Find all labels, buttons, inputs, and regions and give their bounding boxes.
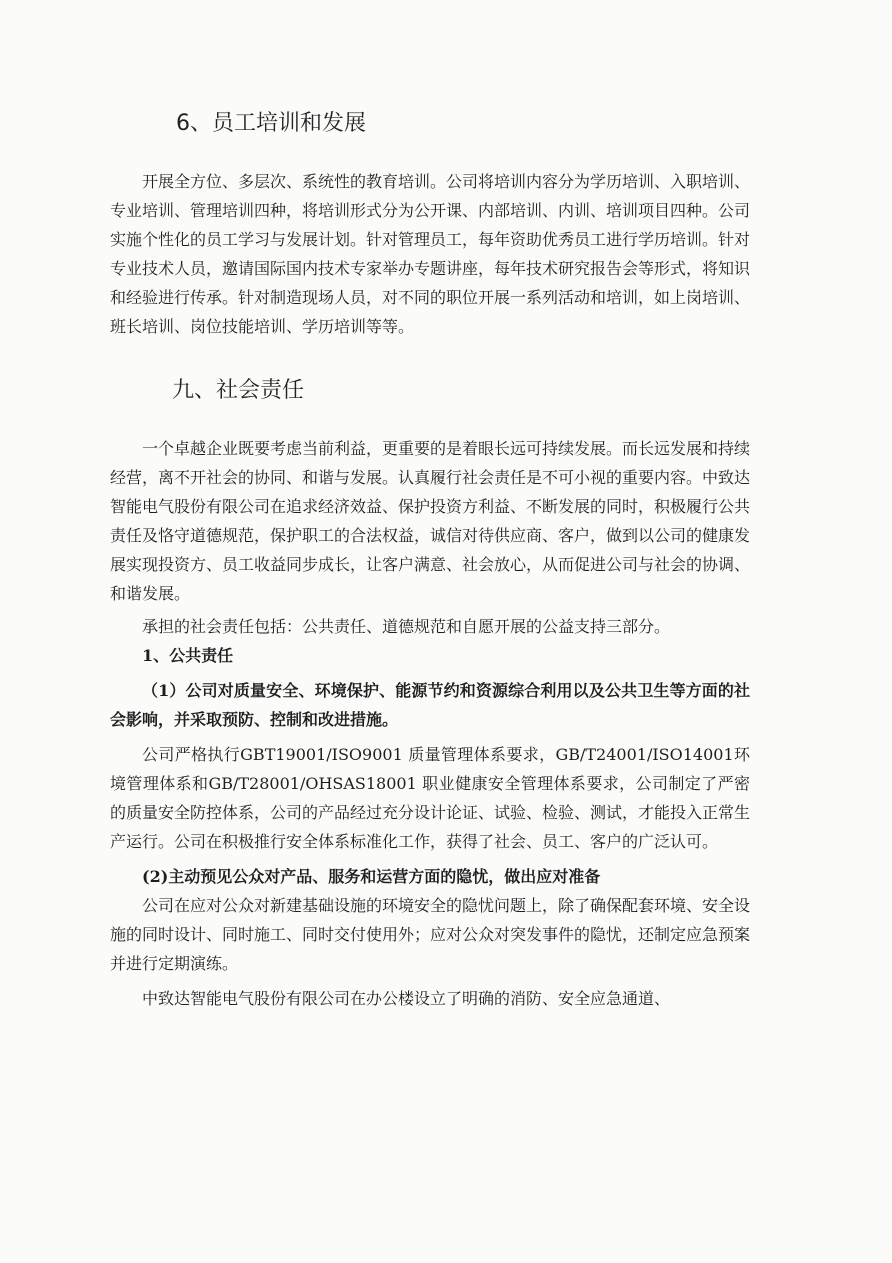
subheading-quality-safety: （1）公司对质量安全、环境保护、能源节约和资源综合利用以及公共卫生等方面的社会影响，并采取预防、控制和改进措施。: [110, 681, 750, 729]
paragraph-office-safety: 中致达智能电气股份有限公司在办公楼设立了明确的消防、安全应急通道、: [142, 989, 671, 1008]
section-heading-employee-training: 6、员工培训和发展: [176, 111, 366, 136]
paragraph-social-intro: 一个卓越企业既要考虑当前利益，更重要的是着眼长远可持续发展。而长远发展和持续经营，离不开社会的协同、和谐与发展。认真履行社会责任是不可小视的重要内容。中致达智能电气股份有限公司在追求经济效益、保护投资方利益、不断发展的同时，积极履行公共责任及恪守道德规范，保护职工的合法权益，诚信对待供应商、客户，做到以公司的健康发展实现投资方、员工收益同步成长，让客户满意、社会放心，从而促进公司与社会的协调、和谐发展。: [110, 439, 751, 603]
subheading-public-concerns: (2)主动预见公众对产品、服务和运营方面的隐忧，做出应对准备: [142, 867, 601, 886]
page-content: [110, 106, 750, 1013]
paragraph-management-systems: 公司严格执行GBT19001/ISO9001 质量管理体系要求，GB/T24001/ISO14001环境管理体系和GB/T28001/OHSAS18001 职业健康安全管理体系要求，公司制定了严密的质量安全防控体系，公司的产品经过充分设计论证、试验、检验、测试，才能投入正常生产运行。公司在积极推行安全体系标准化工作，获得了社会、员工、客户的广泛认可。: [110, 745, 751, 851]
subheading-public-responsibility: 1、公共责任: [142, 646, 234, 665]
paragraph-employee-training: 开展全方位、多层次、系统性的教育培训。公司将培训内容分为学历培训、入职培训、专业培训、管理培训四种，将培训形式分为公开课、内部培训、内训、培训项目四种。公司实施个性化的员工学习与发展计划。针对管理员工，每年资助优秀员工进行学历培训。针对专业技术人员，邀请国际国内技术专家举办专题讲座，每年技术研究报告会等形式，将知识和经验进行传承。针对制造现场人员，对不同的职位开展一系列活动和培训，如上岗培训、班长培训、岗位技能培训、学历培训等等。: [110, 172, 751, 336]
paragraph-responsibility-scope: 承担的社会责任包括：公共责任、道德规范和自愿开展的公益支持三部分。: [142, 617, 671, 636]
section-heading-social-responsibility: 九、社会责任: [172, 378, 305, 403]
paragraph-emergency-plans: 公司在应对公众对新建基础设施的环境安全的隐忧问题上，除了确保配套环境、安全设施的同时设计、同时施工、同时交付使用外；应对公众对突发事件的隐忧，还制定应急预案并进行定期演练。: [110, 896, 751, 973]
